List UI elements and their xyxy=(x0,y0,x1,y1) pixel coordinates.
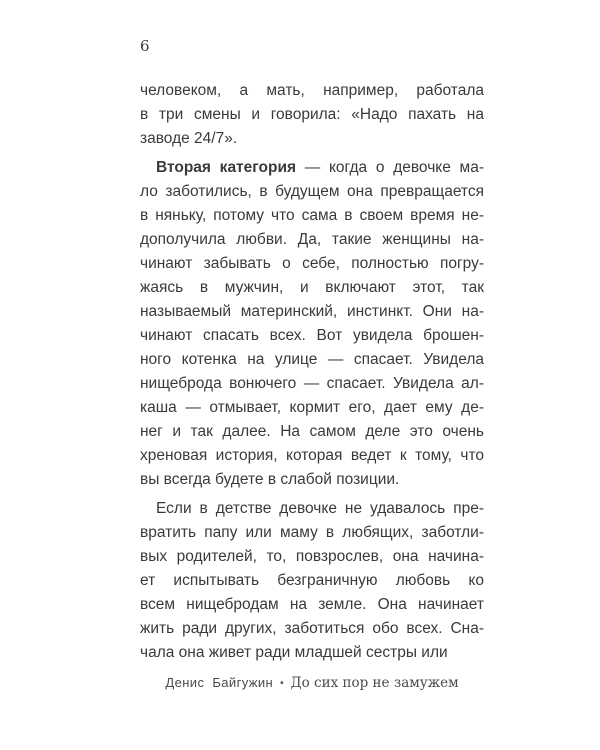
text-line: всем нищебродам на земле. Она начинает xyxy=(140,596,484,613)
text-line: вратить папу или маму в любящих, заботли- xyxy=(140,524,484,541)
text-line: Если в детстве девочке не удавалось пре- xyxy=(156,500,484,517)
text-line: жить ради других, заботиться обо всех. Сна- xyxy=(140,620,484,637)
text-line: вых родителей, то, повзрослев, она начина- xyxy=(140,548,484,565)
text-line: заводе 24/7». xyxy=(140,130,238,147)
text-line: ет испытывать безграничную любовь ко xyxy=(140,572,484,589)
text-line: нищеброда вонючего — спасает. Увидела ал- xyxy=(140,375,484,392)
paragraph-lead-bold: Вторая категория xyxy=(156,159,297,176)
footer-bullet-icon: • xyxy=(280,678,284,689)
page-number: 6 xyxy=(140,37,150,55)
text-line: в три смены и говорила: «Надо пахать на xyxy=(140,106,484,123)
text-line: каша — отмывает, кормит его, дает ему де- xyxy=(140,399,484,416)
paragraph xyxy=(140,79,484,151)
text-line: дополучила любви. Да, такие женщины на- xyxy=(140,231,484,248)
text-line: Вторая категория — когда о девочке ма- xyxy=(156,159,484,176)
paragraph xyxy=(140,497,484,665)
body-text xyxy=(140,79,484,665)
text-line: жаясь в мужчин, и включают этот, так xyxy=(140,279,484,296)
footer-author: Денис Байгужин xyxy=(165,675,274,690)
text-line: чала она живет ради младшей сестры или xyxy=(140,644,448,661)
text-line: вы всегда будете в слабой позиции. xyxy=(140,471,400,488)
text-line: ло заботились, в будущем она превращается xyxy=(140,183,484,200)
footer-book-title: До сих пор не замужем xyxy=(290,675,459,691)
text-line: чинают забывать о себе, полностью погру- xyxy=(140,255,484,272)
text-line: называемый материнский, инстинкт. Они на- xyxy=(140,303,484,320)
text-line: нег и так далее. На самом деле это очень xyxy=(140,423,484,440)
text-line: чинают спасать всех. Вот увидела брошен- xyxy=(140,327,484,344)
paragraph xyxy=(140,156,484,492)
text-line: человеком, а мать, например, работала xyxy=(140,82,484,99)
text-line: в няньку, потому что сама в своем время не- xyxy=(140,207,484,224)
text-line: хреновая история, которая ведет к тому, что xyxy=(140,447,484,464)
text-line: ного котенка на улице — спасает. Увидела xyxy=(140,351,484,368)
page-footer xyxy=(140,674,484,692)
